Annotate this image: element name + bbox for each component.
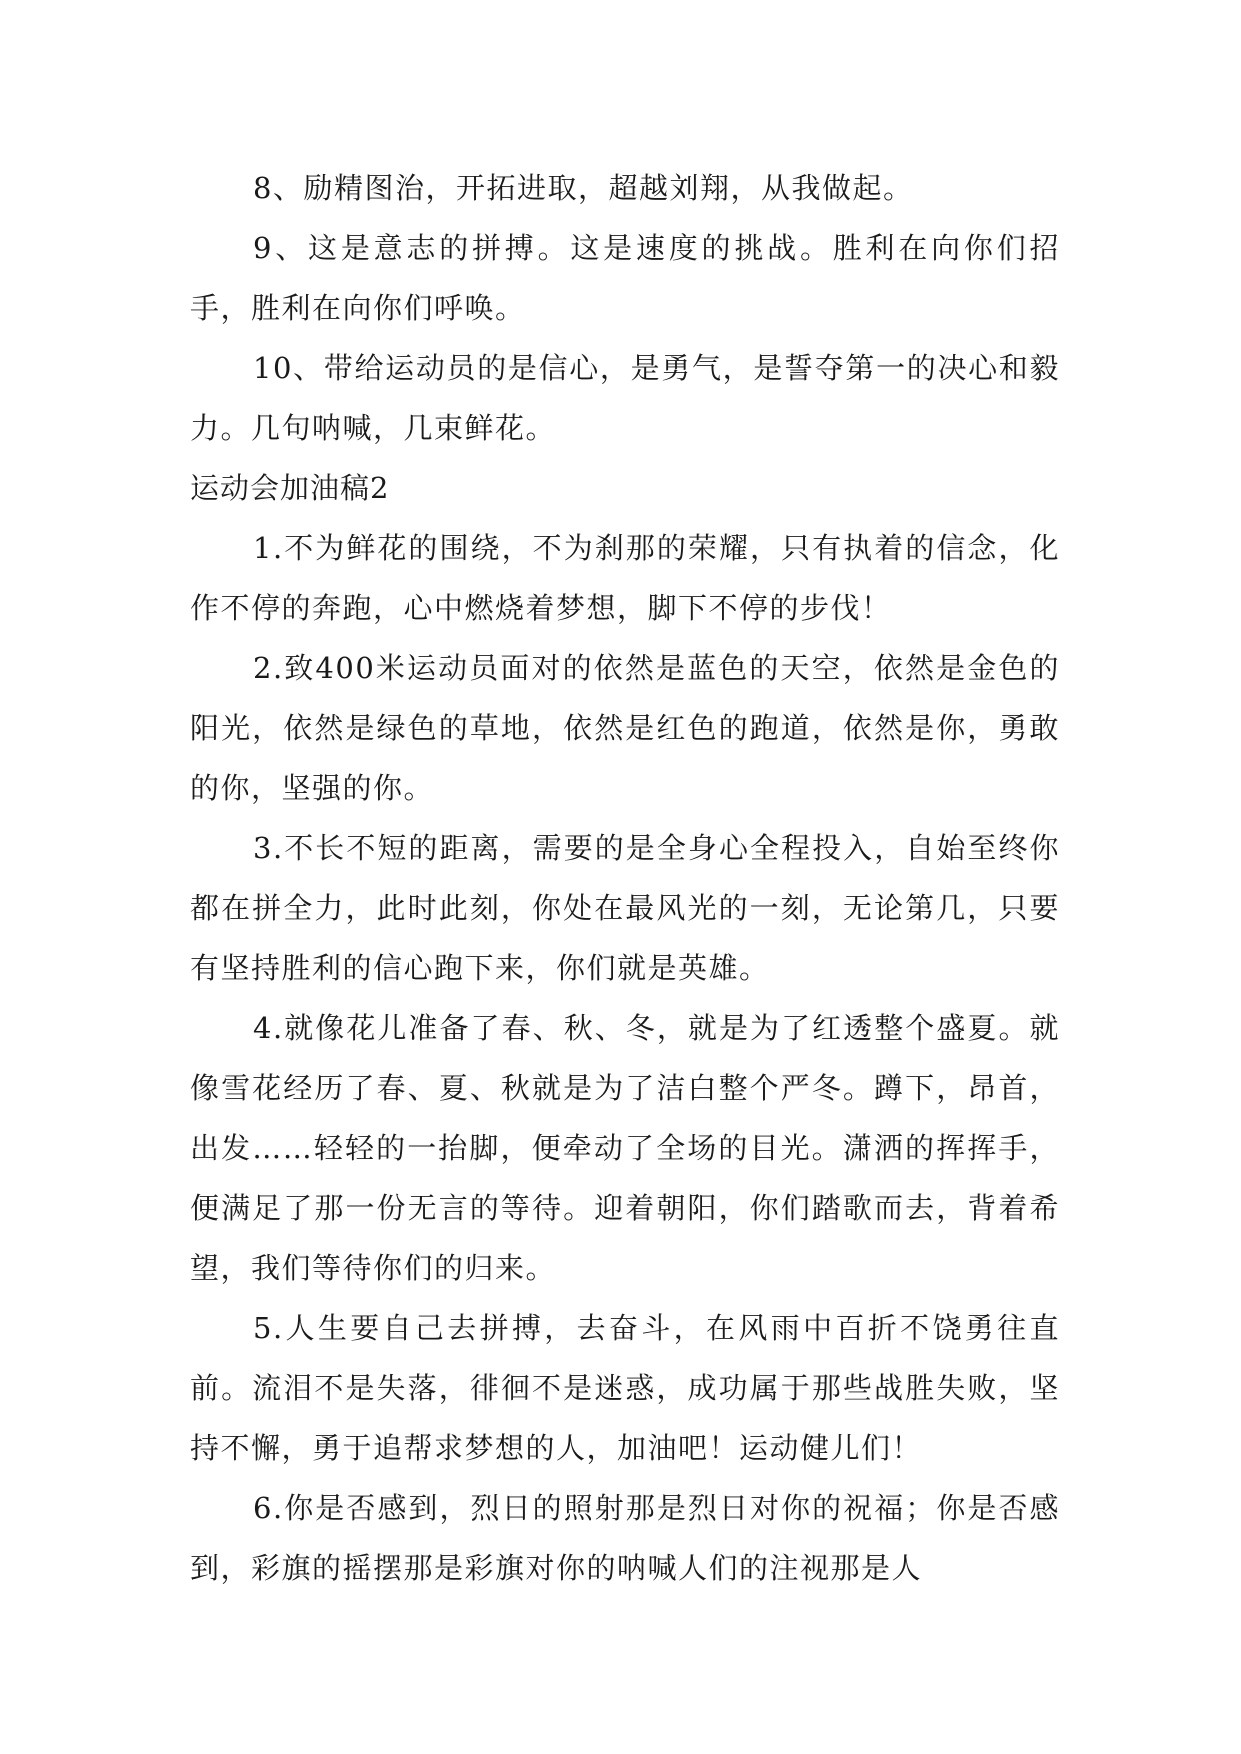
section-heading: 运动会加油稿2 [190, 471, 390, 505]
paragraph-cheer-1: 1.不为鲜花的围绕，不为刹那的荣耀，只有执着的信念，化作不停的奔跑，心中燃烧着梦想，脚下不停的步伐！ [190, 531, 1060, 625]
paragraph-item-10: 10、带给运动员的是信心，是勇气，是誓夺第一的决心和毅力。几句呐喊，几束鲜花。 [190, 351, 1060, 445]
paragraph-cheer-4: 4.就像花儿准备了春、秋、冬，就是为了红透整个盛夏。就像雪花经历了春、夏、秋就是为了洁白整个严冬。蹲下，昂首，出发……轻轻的一抬脚，便牵动了全场的目光。潇洒的挥挥手，便满足了那一份无言的等待。迎着朝阳，你们踏歌而去，背着希望，我们等待你们的归来。 [190, 1011, 1060, 1285]
paragraph-cheer-3: 3.不长不短的距离，需要的是全身心全程投入，自始至终你都在拼全力，此时此刻，你处在最风光的一刻，无论第几，只要有坚持胜利的信心跑下来，你们就是英雄。 [190, 831, 1060, 985]
paragraph-item-9: 9、这是意志的拼搏。这是速度的挑战。胜利在向你们招手，胜利在向你们呼唤。 [190, 231, 1060, 325]
document-page [190, 158, 1060, 1598]
paragraph-cheer-5: 5.人生要自己去拼搏，去奋斗，在风雨中百折不饶勇往直前。流泪不是失落，徘徊不是迷惑，成功属于那些战胜失败，坚持不懈，勇于追帮求梦想的人，加油吧！运动健儿们！ [190, 1311, 1060, 1465]
paragraph-item-8: 8、励精图治，开拓进取，超越刘翔，从我做起。 [253, 171, 914, 205]
paragraph-cheer-6: 6.你是否感到，烈日的照射那是烈日对你的祝福；你是否感到，彩旗的摇摆那是彩旗对你的呐喊人们的注视那是人 [190, 1491, 1060, 1585]
paragraph-cheer-2: 2.致400米运动员面对的依然是蓝色的天空，依然是金色的阳光，依然是绿色的草地，依然是红色的跑道，依然是你，勇敢的你，坚强的你。 [190, 651, 1060, 805]
